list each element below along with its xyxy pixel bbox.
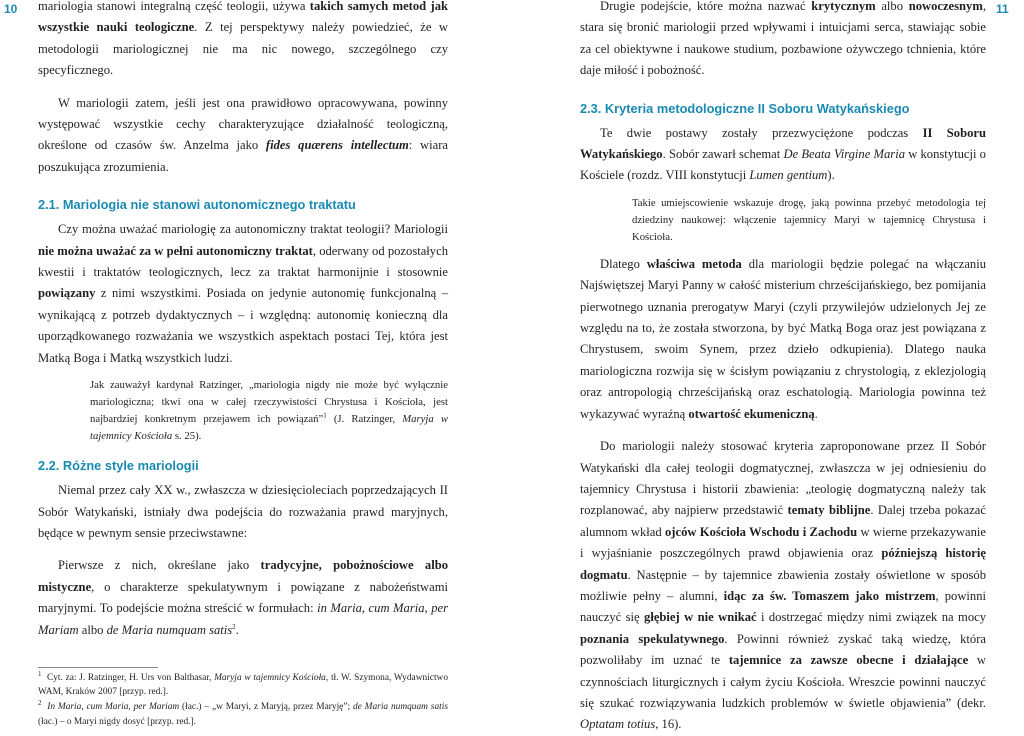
paragraph: Te dwie postawy zostały przezwyciężone podczas II Soboru Watykańskiego. Sobór zawarł schemat De Beata Virgine Maria w konstytucji o Kościele (rozdz. VIII konstytucji Lumen gentium). [580, 125, 986, 183]
paragraph: W mariologii zatem, jeśli jest ona prawidłowo opracowywana, powinny występować wszystkie cechy charakteryzujące działalność teologiczną, określone od czasów św. Anzelma jako fides quærens intellectum: wiara poszukująca zrozumienia. [38, 95, 449, 174]
left-page [38, 0, 449, 727]
paragraph: Pierwsze z nich, określane jako tradycyjne, pobożnościowe albo mistyczne, o charakterze spekulatywnym i powiązane z nabożeństwami maryjnymi. To podejście można streścić w formułach: in Maria, cum Maria, per Mariam albo de Maria numquam satis$^2$. [38, 558, 449, 637]
paragraph: Do mariologii należy stosować kryteria zaproponowane przez II Sobór Watykański dla całej teologii dogmatycznej, zwłaszcza w jej odniesieniu do tajemnicy Chrystusa i historii zbawienia: „teologię dogmatyczną należy tak rozplanować, aby najpierw przedstawić tematy biblijne. Dalej trzeba pokazać alumnom wkład ojców Kościoła Wschodu i Zachodu w wierne przekazywanie i wyjaśnianie poszczególnych prawd objawienia oraz późniejszą historię dogmatu. Następnie – by tajemnice zbawienia zostały oświetlone w sposób możliwie pełny – alumni, idąc za św. Tomaszem jako mistrzem, powinni nauczyć się głębiej w nie wnikać i dostrzegać między nimi związek na mocy poznania spekulatywnego. Powinni również zyskać taką wiedzę, która pozwoliłaby im uznać te tajemnice za zawsze obecne i działające w czynnościach liturgicznych i całym życiu Kościoła. Wreszcie powinni nauczyć się szukać rozwiązywania ludzkich problemów w świetle objawienia” (dekr. Optatam totius, 16). [580, 439, 987, 732]
footnote: $^2$ In Maria, cum Maria, per Mariam (łac.) – „w Maryi, z Maryją, przez Maryję”; de Maria numquam satis (łac.) – o Maryi nigdy dosyć [przyp. red.]. [38, 699, 448, 727]
block-quote: Takie umiejscowienie wskazuje drogę, jaką powinna przebyć metodologia tej dziedziny naukowej: włączenie tajemnicy Maryi w tajemnicę Chrystusa i Kościoła. [632, 196, 986, 243]
paragraph: Czy można uważać mariologię za autonomiczny traktat teologii? Mariologii nie można uważać za w pełni autonomiczny traktat, oderwany od pozostałych kwestii i traktatów teologicznych, lecz za traktat harmonijnie i stosownie powiązany z nimi wszystkimi. Posiada on jedynie autonomię funkcjonalną – wynikającą z potrzeb dydaktycznych – i względną: autonomię konieczną dla uporządkowanego rozważania we wszystkich aspektach postaci Tej, która jest Matką Boga i Matką wszystkich ludzi. [38, 222, 448, 365]
page-number-right: 11 [996, 2, 1009, 16]
paragraph: Dlatego właściwa metoda dla mariologii będzie polegać na włączaniu Najświętszej Maryi Panny w całość misterium chrześcijańskiego, bez pomijania pierwotnego uznania prerogatyw Maryi (czyli przywilejów udzielonych Jej ze względu na to, że została stworzona, by być Matką Boga oraz jest powiązana z Chrystusem, swoim Synem, przez dzieło odkupienia). Dlatego nauka mariologiczna rozwija się w ścisłym powiązaniu z chrystologią, z eklezjologią oraz antropologią chrześcijańską oraz eschatologią. Mariologia powinna też wykazywać wyraźną otwartość ekumeniczną. [580, 256, 986, 421]
footnote: $^1$ Cyt. za: J. Ratzinger, H. Urs von Balthasar, Maryja w tajemnicy Kościoła, tł. W. Szymona, Wydawnictwo WAM, Kraków 2007 [przyp. red.]. [38, 669, 449, 698]
paragraph: Niemal przez cały XX w., zwłaszcza w dziesięcioleciach poprzedzających II Sobór Watykański, istniały dwa podejścia do rozważania prawd maryjnych, będące w pewnym sensie przeciwstawne: [38, 483, 448, 540]
section-heading: 2.1. Mariologia nie stanowi autonomicznego traktatu [38, 197, 356, 213]
section-heading: 2.3. Kryteria metodologiczne II Soboru Watykańskiego [580, 100, 910, 116]
block-quote: Jak zauważył kardynał Ratzinger, „mariologia nigdy nie może być wyłącznie mariologiczna; tkwi ona w całej rzeczywistości Chrystusa i Kościoła, jest najbardziej konkretnym przejawem ich powiązań”$^1$ (J. Ratzinger, Maryja w tajemnicy Kościoła s. 25). [90, 379, 448, 443]
paragraph: Drugie podejście, które można nazwać krytycznym albo nowoczesnym, stara się bronić mariologii przed wpływami i intuicjami serca, stawiając sobie za cel obiektywne i naukowe studium, pozbawione ożywczego tchnienia, które daje miłość i pobożność. [580, 0, 986, 78]
footnote-separator [38, 667, 158, 668]
section-heading: 2.2. Różne style mariologii [38, 458, 199, 474]
right-page [580, 0, 987, 732]
paragraph: mariologia stanowi integralną część teologii, używa takich samych metod jak wszystkie nauki teologiczne. Z tej perspektywy należy powiedzieć, że w metodologii mariologicznej nie ma nic nowego, szczególnego czy specyficznego. [38, 0, 449, 78]
page-number-left: 10 [4, 2, 18, 16]
